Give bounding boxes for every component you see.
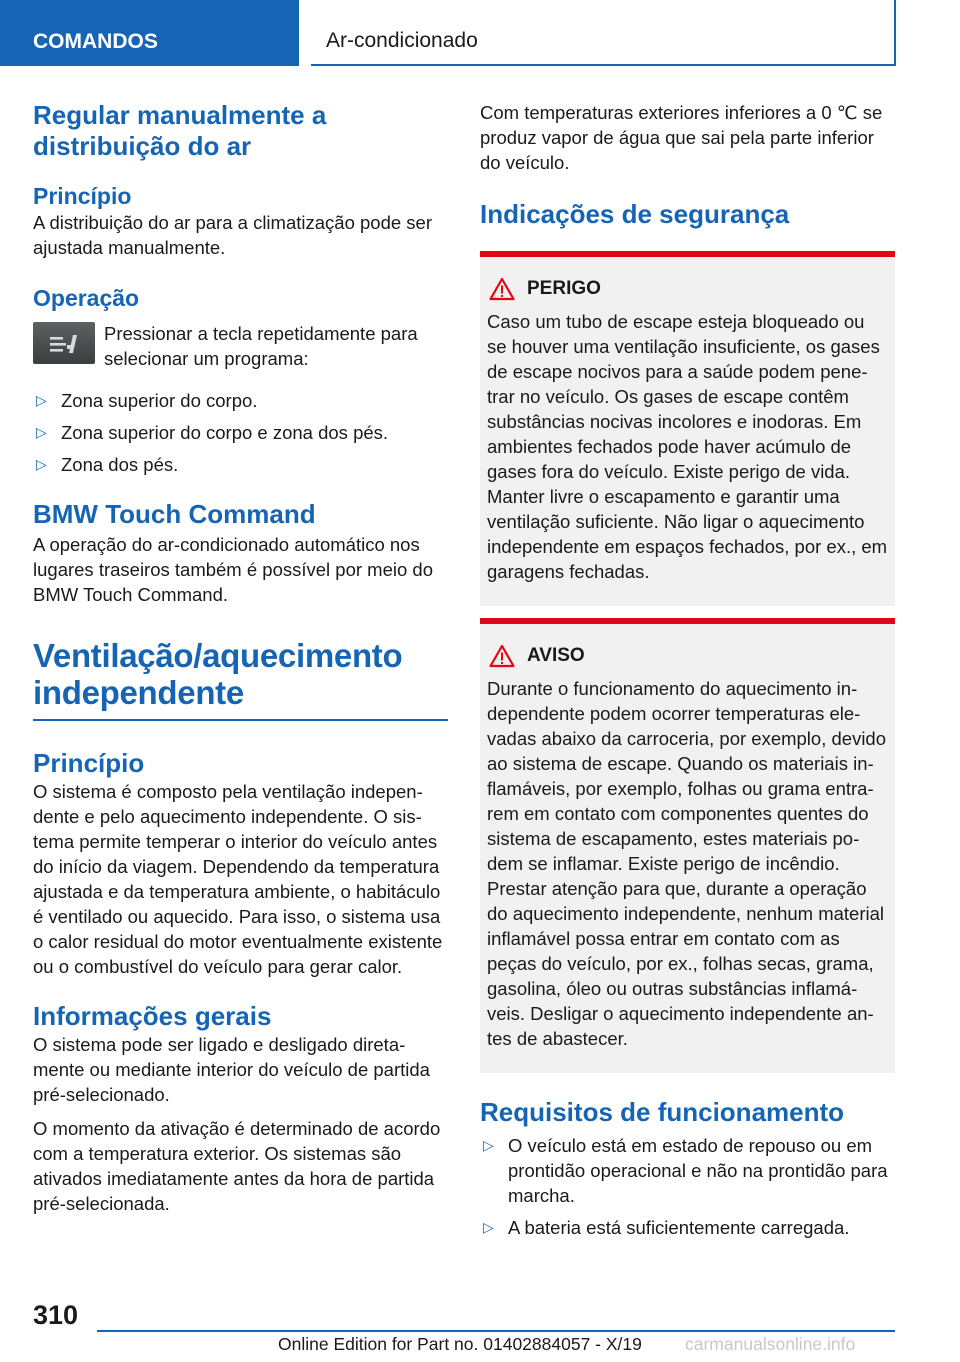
warning-title-row xyxy=(487,644,888,668)
safety-heading: Indicações de segurança xyxy=(480,199,790,229)
triangle-bullet-icon: ▷ xyxy=(36,456,47,472)
triangle-bullet-icon: ▷ xyxy=(36,424,47,440)
program-list xyxy=(33,388,448,477)
requirements-heading: Requisitos de funcionamento xyxy=(480,1097,845,1127)
list-item: ▷ Zona dos pés. xyxy=(36,454,179,475)
list-item: ▷ A bateria está suficientemente carregada. xyxy=(483,1217,850,1238)
touch-command-heading: BMW Touch Command xyxy=(33,499,316,529)
page-header xyxy=(0,0,960,66)
heading-rule xyxy=(33,719,448,721)
general-info-text-2: O momento da ativação é determinado de acordo com a temperatura exterior. Os sistemas são ativados imediatamente antes da hora de partida pré-selecionada. xyxy=(33,1118,441,1214)
warning-title: AVISO xyxy=(527,645,585,666)
danger-text: Caso um tubo de escape esteja bloqueado ou se houver uma ventilação insuficiente, os gases de escape nocivos para a saúde podem penetrar no veículo. Os gases de escape contêm substâncias nocivas incolores e inodoras. Em ambientes fechados pode haver acúmulo de gases fora do veículo. Existe perigo de vida. Manter livre o escapamento e garantir uma ventilação suficiente. Não ligar o aquecimento independente em espaços fechados, por ex., em garagens fechadas. xyxy=(487,311,888,582)
general-info-text-1: O sistema pode ser ligado e desligado diretamente ou mediante interior do veículo de partida pré-selecionado. xyxy=(33,1034,430,1105)
page-number: 310 xyxy=(33,1300,79,1330)
warning-box xyxy=(480,618,895,1073)
watermark: carmanualsonline.info xyxy=(685,1334,856,1354)
triangle-bullet-icon: ▷ xyxy=(36,392,47,408)
danger-title-row xyxy=(487,277,888,301)
left-column xyxy=(33,100,448,1216)
warning-triangle-icon xyxy=(489,277,515,301)
exterior-temperature-text: Com temperaturas exteriores inferiores a 0 ℃ se produz vapor de água que sai pela parte inferior do veículo. xyxy=(480,102,883,173)
operation-heading: Operação xyxy=(33,285,140,311)
principle-text: A distribuição do ar para a climatização pode ser ajustada manualmente. xyxy=(33,212,432,258)
vent-principle-text: O sistema é composto pela ventilação independente e pelo aquecimento independente. O sistema permite temperar o interior do veículo antes do início da viagem. Dependendo da temperatura ajustada e da temperatura ambiente, o habitáculo é ventilado ou aquecido. Para isso, o sistema usa o calor residual do motor eventualmente existente ou o combustível do veículo para gerar calor. xyxy=(33,781,443,977)
triangle-bullet-icon: ▷ xyxy=(483,1137,494,1153)
triangle-bullet-icon: ▷ xyxy=(483,1219,494,1235)
edition-text: Online Edition for Part no. 01402884057 - X/19 xyxy=(278,1334,642,1354)
touch-command-text: A operação do ar-condicionado automático nos lugares traseiros também é possível por meio do BMW Touch Command. xyxy=(33,534,433,605)
air-distribution-key-icon xyxy=(33,322,95,364)
warning-triangle-icon xyxy=(489,644,515,668)
danger-box xyxy=(480,251,895,606)
requirements-list xyxy=(480,1133,895,1240)
warning-text: Durante o funcionamento do aquecimento independente podem ocorrer temperaturas elevadas abaixo da carroceria, por exemplo, devido ao sistema de escape. Quando os materiais inflamáveis, por exemplo, folhas ou grama entrarem em contato com componentes quentes do sistema de escapamento, estes materiais podem se inflamar. Existe perigo de incêndio. Prestar atenção para que, durante a operação do aquecimento independente, nenhum material inflamável possa entrar em contato com as peças do veículo, por ex., folhas secas, grama, gasolina, óleo ou outras substâncias inflamáveis. Desligar o aquecimento independente antes de abastecer. xyxy=(487,678,887,1049)
list-item: ▷ Zona superior do corpo. xyxy=(36,390,258,411)
general-info-heading: Informações gerais xyxy=(33,1001,272,1031)
danger-title: PERIGO xyxy=(527,278,601,299)
manual-distribution-heading: Regular manualmente a distribuição do ar xyxy=(33,100,327,161)
footer-rule xyxy=(97,1330,895,1332)
list-item: ▷ Zona superior do corpo e zona dos pés. xyxy=(36,422,389,443)
list-item: ▷ O veículo está em estado de repouso ou em prontidão operacional e não na prontidão para marcha. xyxy=(483,1135,888,1206)
section-label: COMANDOS xyxy=(0,0,299,66)
operation-row xyxy=(33,321,448,371)
principle-heading: Princípio xyxy=(33,183,132,209)
right-column xyxy=(480,100,895,1240)
operation-text: Pressionar a tecla repetidamente para selecionar um programa: xyxy=(104,323,418,369)
chapter-label: Ar-condicionado xyxy=(311,0,896,66)
vent-principle-heading: Princípio xyxy=(33,748,145,778)
independent-ventilation-heading: Ventilação/aquecimento independente xyxy=(33,637,403,711)
